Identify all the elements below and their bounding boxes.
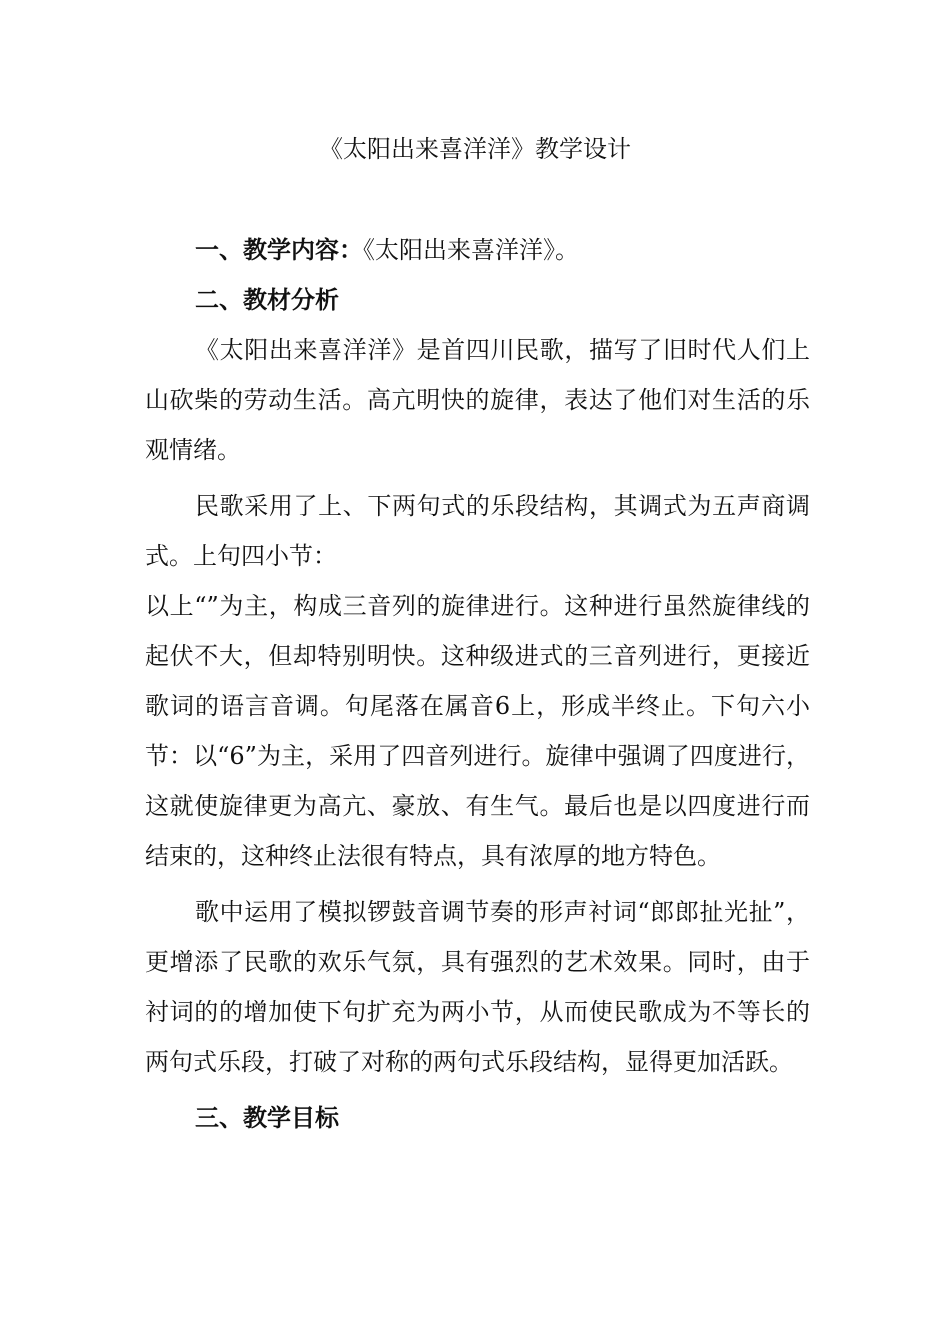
paragraph-structure: 民歌采用了上、下两句式的乐段结构，其调式为五声商调式。上句四小节： — [145, 492, 810, 570]
section-teaching-goals-label: 三、教学目标 — [195, 1104, 339, 1132]
section-teaching-content-label: 一、教学内容： — [195, 236, 363, 264]
paragraph-intro: 《太阳出来喜洋洋》是首四川民歌，描写了旧时代人们上山砍柴的劳动生活。高亢明快的旋律，表达了他们对生活的乐观情绪。 — [145, 336, 810, 464]
section-material-analysis-label: 二、教材分析 — [195, 286, 339, 314]
section-teaching-content-text: 《太阳出来喜洋洋》。 — [363, 236, 579, 264]
paragraph-melody: 以上“”为主，构成三音列的旋律进行。这种进行虽然旋律线的起伏不大，但却特别明快。这种级进式的三音列进行，更接近歌词的语言音调。句尾落在属音6上，形成半终止。下句六小节：以“6”为主，采用了四音列进行。旋律中强调了四度进行，这就使旋律更为高亢、豪放、有生气。最后也是以四度进行而结束的，这种终止法很有特点，具有浓厚的地方特色。 — [145, 592, 810, 870]
section-teaching-content — [145, 225, 810, 275]
paragraph-lyrics: 歌中运用了模拟锣鼓音调节奏的形声衬词“郎郎扯光扯”，更增添了民歌的欢乐气氛，具有强烈的艺术效果。同时，由于衬词的的增加使下句扩充为两小节，从而使民歌成为不等长的两句式乐段，打破了对称的两句式乐段结构，显得更加活跃。 — [145, 898, 810, 1076]
section-teaching-goals — [145, 1093, 810, 1143]
document-body — [145, 225, 810, 1143]
section-material-analysis — [145, 275, 810, 325]
document-title: 《太阳出来喜洋洋》教学设计 — [319, 135, 631, 163]
